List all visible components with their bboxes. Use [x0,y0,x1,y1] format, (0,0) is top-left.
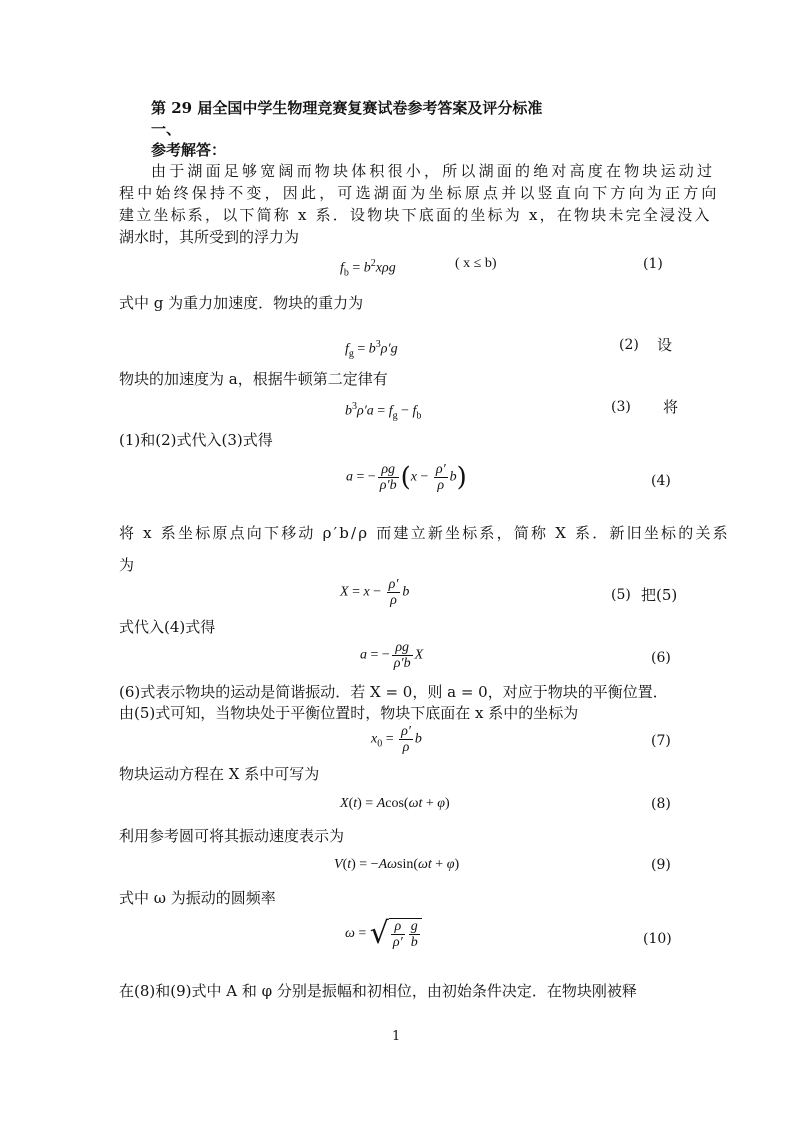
answer-heading: 参考解答： [151,141,227,159]
equation-number-10: (10) [643,931,672,947]
text-motion-equation: 物块运动方程在 X 系中可写为 [119,765,320,783]
paragraph-line-4: 湖水时，其所受到的浮力为 [119,228,300,246]
equation-number-6: (6) [651,650,671,666]
equation-number-8: (8) [651,796,671,812]
text-gravity: 式中 g 为重力加速度．物块的重力为 [119,294,364,312]
text-tail-3: 将 [663,398,679,416]
equation-7: $x_0$ = $\frac{\rho'}{\rho}$ b [371,724,422,755]
equation-4: a = − $\frac{\rho g}{\rho'b}$ (x − $\frac{\rho'}{\rho}$ b) [346,462,467,493]
page-number: 1 [392,1029,401,1044]
text-tail-5: 把(5) [641,586,678,604]
paragraph-line-1: 由于湖面足够宽阔而物块体积很小，所以湖面的绝对高度在物块运动过 [151,162,716,180]
equation-number-7: (7) [651,733,671,749]
text-substitute-2: 式代入(4)式得 [119,618,216,636]
text-amplitude-phase: 在(8)和(9)式中 A 和 φ 分别是振幅和初相位，由初始条件决定．在物块刚被释 [119,982,637,1000]
equation-number-2: (2) [619,337,639,353]
equation-number-5: (5) [611,587,631,603]
paragraph-line-2: 程中始终保持不变，因此，可选湖面为坐标原点并以竖直向下方向为正方向 [119,184,720,202]
equation-number-3: (3) [611,399,631,415]
text-tail-2: 设 [657,336,673,354]
equation-10: ω = √ $\frac{\rho}{\rho'}$ $\frac{g}{b}$ [345,918,422,950]
equation-3: $b^3\rho'a = f_g - f_b$ [345,401,422,422]
equation-1-condition: ( x ≤ b) [455,256,497,271]
text-shm: (6)式表示物块的运动是简谐振动．若 X = 0，则 a = 0，对应于物块的平衡位置． [119,683,668,701]
equation-number-1: (1) [643,256,663,272]
equation-number-9: (9) [651,857,671,873]
equation-number-4: (4) [651,473,671,489]
document-title: 第 29 届全国中学生物理竞赛复赛试卷参考答案及评分标准 [151,99,543,117]
text-substitute: (1)和(2)式代入(3)式得 [119,431,273,449]
equation-9: V(t) = −Aωsin(ωt + φ) [334,857,460,872]
section-number: 一、 [151,120,182,138]
equation-8: X(t) = Acos(ωt + φ) [340,796,450,811]
equation-1: $f_b = b^2x\rho g$ [340,258,396,279]
equation-2: $f_g = b^3\rho'g$ [345,339,398,360]
text-angular-frequency: 式中 ω 为振动的圆频率 [119,889,276,907]
paragraph-line-3: 建立坐标系，以下简称 x 系．设物块下底面的坐标为 x，在物块未完全浸没入 [119,206,712,224]
text-new-coordinate: 将 x 系坐标原点向下移动 ρ′b/ρ 而建立新坐标系，简称 X 系．新旧坐标的关系 [119,524,730,542]
text-velocity: 利用参考圆可将其振动速度表示为 [119,827,345,845]
text-wei: 为 [119,556,135,574]
text-newton: 物块的加速度为 a，根据牛顿第二定律有 [119,370,388,388]
equation-5: X = x − $\frac{\rho'}{\rho}$ b [340,577,410,608]
text-equilibrium: 由(5)式可知，当物块处于平衡位置时，物块下底面在 x 系中的坐标为 [119,704,579,722]
equation-6: a = − $\frac{\rho g}{\rho'b}$ X [360,640,424,671]
